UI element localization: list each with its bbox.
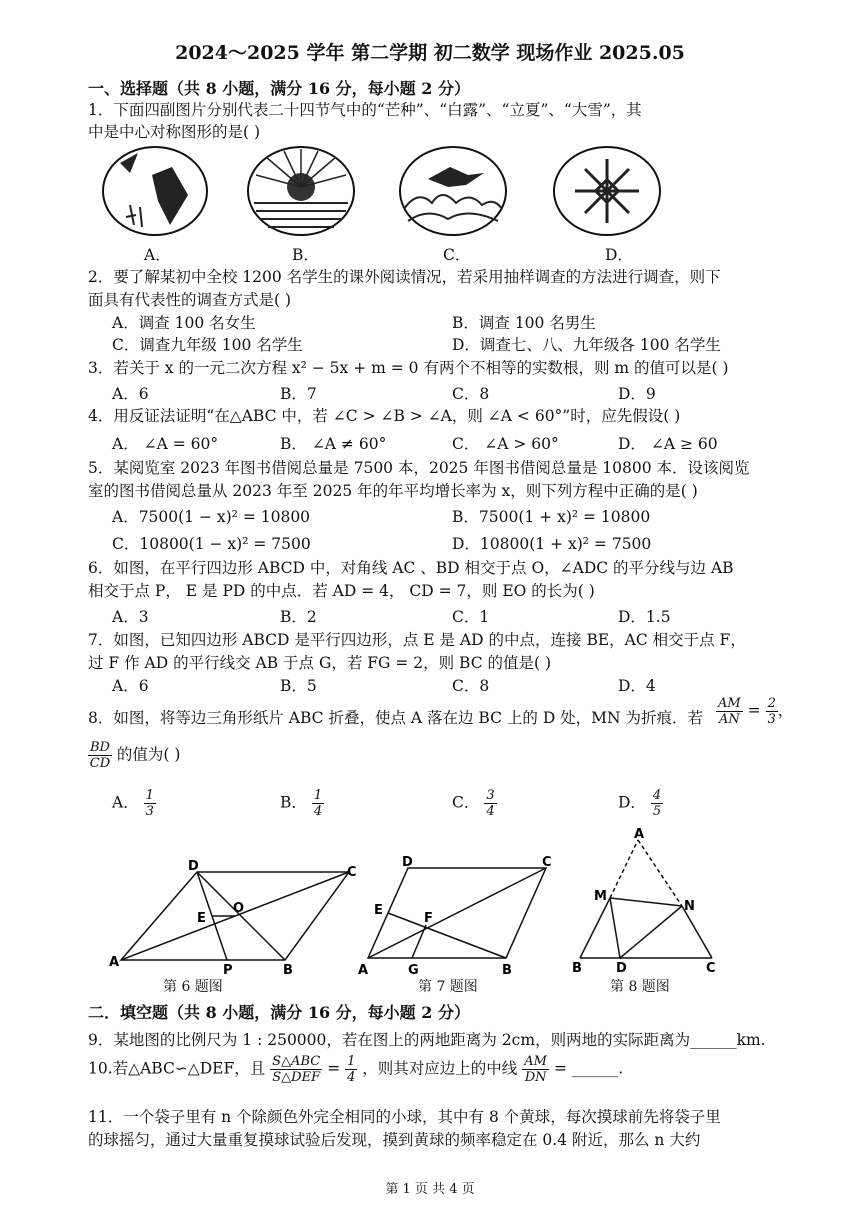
q10-f3-den: DN (524, 1070, 547, 1085)
q1-option-a[interactable]: A． (144, 246, 171, 264)
q8-line1: 8．如图，将等边三角形纸片 ABC 折叠，使点 A 落在边 BC 上的 D 处，MN 为折痕．若 (88, 709, 704, 727)
q5-option-b[interactable]: B．7500(1 + x)² = 10800 (452, 508, 651, 526)
fig6-label-o: O (233, 901, 245, 916)
figure-7 (352, 852, 562, 978)
q10-f3-num: AM (524, 1054, 547, 1069)
q2-option-d[interactable]: D．调查七、八、九年级各 100 名学生 (452, 336, 721, 354)
q10-eq: = (327, 1059, 341, 1078)
q7-option-a[interactable]: A．6 (112, 677, 149, 695)
fig6-label-a: A (109, 955, 120, 970)
q10-f2-num: 1 (347, 1054, 356, 1069)
q8-line2-text: 的值为( ) (116, 745, 181, 764)
fig7-label-e: E (374, 903, 383, 918)
q10-f1-den: S△DEF (272, 1070, 321, 1085)
q3-option-d[interactable]: D．9 (618, 385, 656, 403)
q4-option-a[interactable]: A． ∠A = 60° (112, 435, 219, 453)
q8-option-d[interactable] (618, 788, 663, 819)
q7-option-c[interactable]: C．8 (452, 677, 490, 695)
q2-line1: 2．要了解某初中全校 1200 名学生的课外阅读情况，若采用抽样调查的方法进行调查，则下 (88, 268, 721, 286)
q8-option-c[interactable] (452, 788, 497, 819)
q8-cd: CD (89, 756, 111, 771)
fig7-label-c: C (542, 855, 552, 870)
q10-suffix: = ______. (553, 1059, 624, 1078)
q8-option-a[interactable] (112, 788, 156, 819)
q4-option-c[interactable]: C． ∠A > 60° (452, 435, 559, 453)
fig8-label-m: M (594, 889, 607, 904)
q10-prefix: 10.若△ABC∽△DEF，且 (88, 1059, 266, 1078)
q7-option-b[interactable]: B．5 (280, 677, 317, 695)
fig7-label-a: A (358, 963, 369, 978)
q8-option-a-den: 3 (145, 804, 154, 819)
q2-option-b[interactable]: B．调查 100 名男生 (452, 314, 596, 332)
q8-option-c-label: C． (452, 793, 480, 812)
q5-option-c[interactable]: C．10800(1 − x)² = 7500 (112, 535, 311, 553)
fig6-caption: 第 6 题图 (163, 979, 223, 995)
fig7-label-b: B (502, 963, 512, 978)
fig8-caption: 第 8 题图 (610, 979, 670, 995)
q7-line1: 7．如图，已知四边形 ABCD 是平行四边形，点 E 是 AD 的中点，连接 BE，AC 相交于点 F， (88, 631, 746, 649)
fig6-label-c: C (347, 865, 357, 880)
q11-line2: 的球摇匀，通过大量重复摸球试验后发现，摸到黄球的频率稳定在 0.4 附近，那么 n 大约 (88, 1131, 701, 1149)
q2-option-a[interactable]: A．调查 100 名女生 (112, 314, 256, 332)
q6-option-b[interactable]: B．2 (280, 608, 317, 626)
q6-option-c[interactable]: C．1 (452, 608, 490, 626)
fig6-label-p: P (223, 963, 233, 978)
fig8-label-c: C (706, 961, 716, 976)
q3-line1: 3．若关于 x 的一元二次方程 x² − 5x + m = 0 有两个不相等的实数根，则 m 的值可以是( ) (88, 359, 729, 377)
q10-f1-num: S△ABC (272, 1054, 321, 1069)
q1-line2: 中是中心对称图形的是( ) (88, 123, 261, 141)
q6-option-d[interactable]: D．1.5 (618, 608, 671, 626)
fig7-caption: 第 7 题图 (418, 979, 478, 995)
q5-option-d[interactable]: D．10800(1 + x)² = 7500 (452, 535, 652, 553)
q1-option-c[interactable]: C． (443, 246, 471, 264)
q8-ratio-eq: = (747, 701, 761, 720)
q8-bd: BD (90, 740, 110, 755)
q10-text (88, 1054, 623, 1085)
q8-option-d-num: 4 (652, 788, 662, 803)
q8-option-c-den: 4 (486, 804, 495, 819)
q8-option-a-label: A． (112, 793, 139, 812)
fig8-label-a: A (634, 827, 645, 842)
section-1-heading: 一、选择题（共 8 小题，满分 16 分，每小题 2 分） (88, 79, 470, 98)
fig8-label-d: D (616, 961, 627, 976)
q11-line1: 11．一个袋子里有 n 个除颜色外完全相同的小球，其中有 8 个黄球，每次摸球前先将袋子里 (88, 1108, 721, 1126)
q8-option-b-num: 1 (313, 788, 323, 803)
fig8-label-n: N (684, 899, 695, 914)
q2-option-c[interactable]: C．调查九年级 100 名学生 (112, 336, 303, 354)
q4-option-b[interactable]: B． ∠A ≠ 60° (280, 435, 387, 453)
q6-line2: 相交于点 P， E 是 PD 的中点．若 AD = 4， CD = 7，则 EO 的长为( ) (88, 582, 595, 600)
q8-option-b-den: 4 (313, 804, 323, 819)
q8-line2 (88, 740, 180, 771)
q4-option-d[interactable]: D． ∠A ≥ 60 (618, 435, 718, 453)
fig7-label-d: D (402, 855, 413, 870)
fig6-label-d: D (188, 859, 199, 874)
fig6-label-b: B (283, 963, 293, 978)
q10-mid: ，则其对应边上的中线 (362, 1059, 518, 1078)
page-footer: 第 1 页 共 4 页 (385, 1182, 475, 1197)
q8-ratio-num: AM (718, 696, 741, 711)
q8-option-d-den: 5 (652, 804, 662, 819)
section-2-heading: 二．填空题（共 8 小题，满分 16 分，每小题 2 分） (88, 1003, 470, 1022)
q3-option-c[interactable]: C．8 (452, 385, 490, 403)
figure-6 (105, 858, 365, 978)
mangzhong-image-icon (100, 145, 210, 237)
q3-option-a[interactable]: A．6 (112, 385, 149, 403)
q1-option-d[interactable]: D． (605, 246, 633, 264)
q1-line1: 1．下面四副图片分别代表二十四节气中的“芒种”、“白露”、“立夏”、“大雪”，其 (88, 101, 642, 119)
fig7-label-g: G (408, 963, 419, 978)
bailu-image-icon (246, 145, 356, 237)
q8-ratio-den: AN (718, 712, 740, 727)
q8-option-a-num: 1 (145, 788, 154, 803)
q3-option-b[interactable]: B．7 (280, 385, 317, 403)
q8-option-d-label: D． (618, 793, 646, 812)
q8-option-b[interactable] (280, 788, 324, 819)
q6-option-a[interactable]: A．3 (112, 608, 149, 626)
q8-option-c-num: 3 (486, 788, 495, 803)
q7-line2: 过 F 作 AD 的平行线交 AB 于点 G，若 FG = 2，则 BC 的值是( ) (88, 654, 552, 672)
page-title: 2024～2025 学年 第二学期 初二数学 现场作业 2025.05 (175, 42, 685, 64)
fig6-label-e: E (197, 911, 206, 926)
q4-line1: 4．用反证法证明“在△ABC 中，若 ∠C > ∠B > ∠A，则 ∠A < 60°”时，应先假设( ) (88, 407, 681, 425)
q5-option-a[interactable]: A．7500(1 − x)² = 10800 (112, 508, 311, 526)
q2-line2: 面具有代表性的调查方式是( ) (88, 291, 292, 309)
q7-option-d[interactable]: D．4 (618, 677, 656, 695)
fig7-label-f: F (424, 911, 433, 926)
lixia-image-icon (398, 145, 508, 237)
q6-line1: 6．如图，在平行四边形 ABCD 中，对角线 AC 、BD 相交于点 O，∠ADC 的平分线与边 AB (88, 559, 734, 577)
fig8-label-b: B (572, 961, 582, 976)
q10-f2-den: 4 (347, 1070, 356, 1085)
figure-8 (566, 826, 736, 978)
q1-option-b[interactable]: B． (292, 246, 319, 264)
q5-line1: 5．某阅览室 2023 年图书借阅总量是 7500 本，2025 年图书借阅总量是 10800 本．设该阅览 (88, 459, 750, 477)
q5-line2: 室的图书借阅总量从 2023 年至 2025 年的年平均增长率为 x，则下列方程中正确的是( ) (88, 482, 698, 500)
q8-ratio: $\frac{AM}{AN}$ = $\frac{2}{3}$ ， (718, 696, 794, 727)
q8-option-b-label: B． (280, 793, 307, 812)
q9-text: 9．某地图的比例尺为 1 : 250000，若在图上的两地距离为 2cm，则两地的实际距离为______km. (88, 1031, 766, 1049)
daxue-image-icon (552, 145, 662, 237)
q8-ratio-val-den: 3 (767, 712, 776, 727)
q8-ratio-val-num: 2 (767, 696, 776, 711)
